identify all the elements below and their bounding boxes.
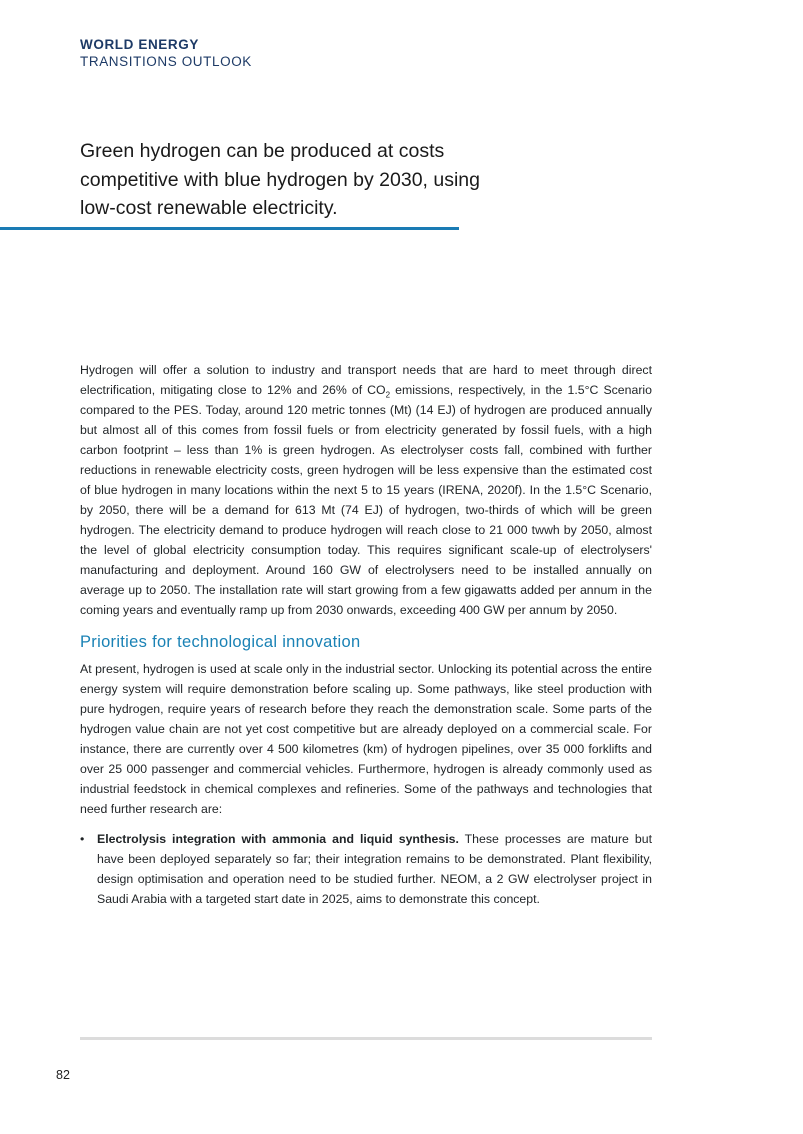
callout (80, 137, 480, 223)
callout-text: Green hydrogen can be produced at costs competitive with blue hydrogen by 2030, using low-cost renewable electricity. (80, 140, 480, 219)
report-title-line2: TRANSITIONS OUTLOOK (80, 54, 252, 69)
section-heading: Priorities for technological innovation (80, 633, 361, 651)
paragraph-intro-part1: Hydrogen will offer a solution to industry and transport needs that are hard to meet through direct electrification, mitigating close to 12% and 26% of CO (80, 363, 652, 397)
paragraph-intro-part2: emissions, respectively, in the 1.5°C Scenario compared to the PES. Today, around 120 metric tonnes (Mt) (14 EJ) of hydrogen are produced annually but almost all of this comes from fossil fuels or from electricity generated by fossil fuels, with a high carbon footprint – less than 1% is green hydrogen. As electrolyser costs fall, combined with further reductions in renewable electricity costs, green hydrogen will be less expensive than the estimated cost of blue hydrogen in many locations within the next 5 to 15 years (IRENA, 2020f). In the 1.5°C Scenario, by 2050, there will be a demand for 613 Mt (74 EJ) of hydrogen, two-thirds of which will be green hydrogen. The electricity demand to produce hydrogen will reach close to 21 000 twwh by 2050, almost the level of global electricity consumption today. This requires significant scale-up of electrolysers' manufacturing and deployment. Around 160 GW of electrolysers need to be installed annually on average up to 2050. The installation rate will start growing from a few gigawatts added per annum in the coming years and eventually ramp up from 2030 onwards, exceeding 400 GW per annum by 2050. (80, 383, 652, 617)
bullet-item-text: These processes are mature but have been deployed separately so far; their integration remains to be demonstrated. Plant flexibility, design optimisation and operation need to be studied further. NEOM, a 2 GW electrolyser project in Saudi Arabia with a targeted start date in 2025, aims to demonstrate this concept. (97, 832, 652, 906)
report-header (80, 36, 252, 70)
callout-rule (0, 227, 459, 230)
bullet-item (80, 829, 652, 909)
bullet-list (80, 829, 652, 909)
page-number: 82 (56, 1068, 70, 1082)
co2-subscript: 2 (385, 390, 391, 400)
footer-rule (80, 1037, 652, 1040)
bullet-item-heading: Electrolysis integration with ammonia and liquid synthesis. (97, 832, 459, 846)
paragraph-intro (80, 360, 652, 620)
bullet-marker: • (80, 832, 85, 846)
body-text (80, 360, 652, 909)
report-title-line1: WORLD ENERGY (80, 37, 199, 52)
paragraph-priorities: At present, hydrogen is used at scale only in the industrial sector. Unlocking its potential across the entire energy system will require demonstration before scaling up. Some pathways, like steel production with pure hydrogen, require years of research before they reach the demonstration scale. Some parts of the hydrogen value chain are not yet cost competitive but are already deployed on a commercial scale. For instance, there are currently over 4 500 kilometres (km) of hydrogen pipelines, over 35 000 forklifts and over 25 000 passenger and commercial vehicles. Furthermore, hydrogen is already commonly used as industrial feedstock in chemical complexes and refineries. Some of the pathways and technologies that need further research are: (80, 662, 652, 816)
